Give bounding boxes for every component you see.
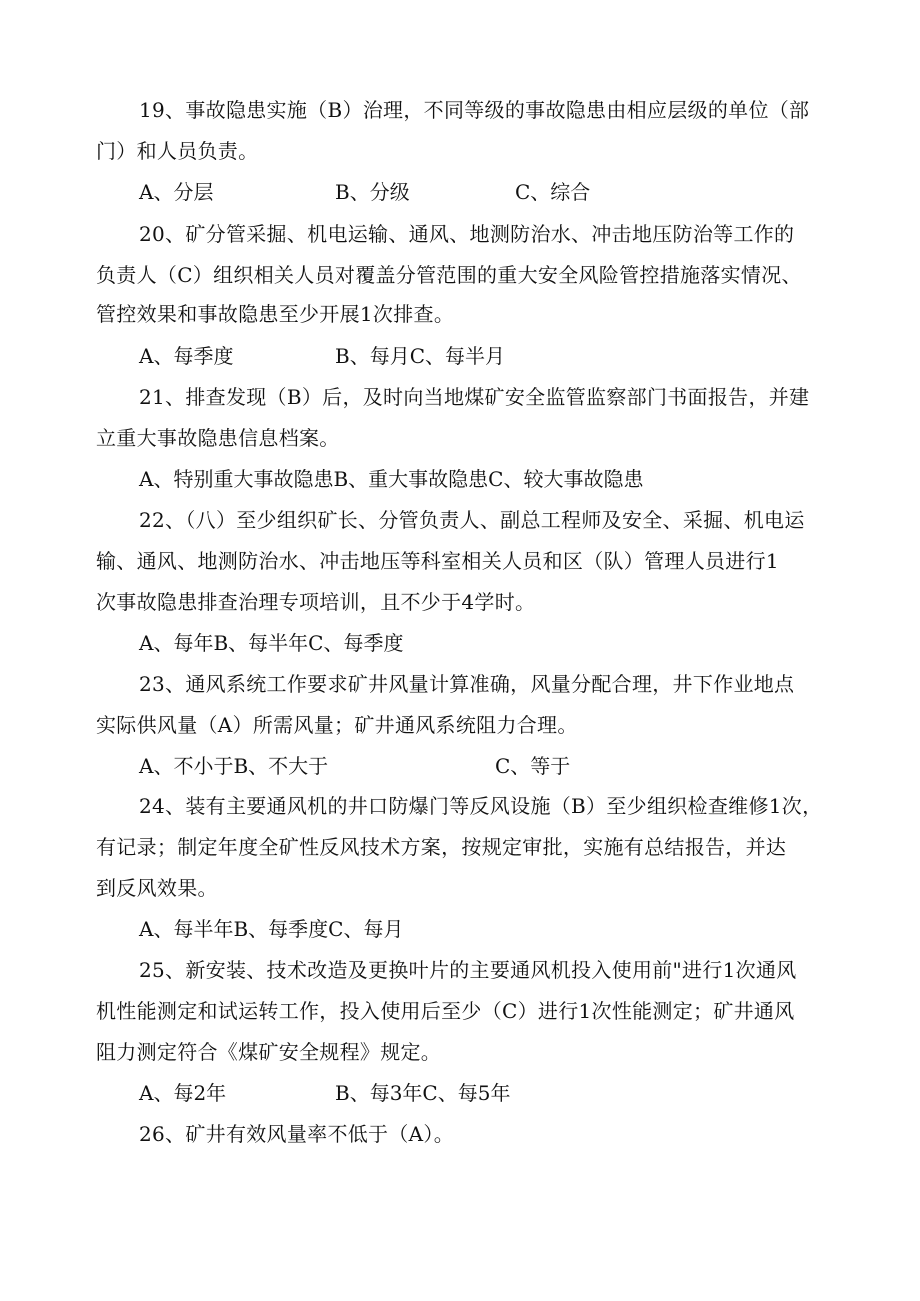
question-25-line-2: 机性能测定和试运转工作，投入使用后至少（C）进行1次性能测定；矿井通风 — [96, 999, 795, 1023]
question-25-line-1: 25、新安装、技术改造及更换叶片的主要通风机投入使用前"进行1次通风 — [139, 958, 797, 982]
question-21-options: A、特别重大事故隐患B、重大事故隐患C、较大事故隐患 — [139, 467, 644, 491]
question-19-option-a: A、分层 — [139, 180, 214, 204]
question-26-line-1: 26、矿井有效风量率不低于（A）。 — [139, 1122, 454, 1146]
question-21-line-1: 21、排查发现（B）后，及时向当地煤矿安全监管监察部门书面报告，并建 — [139, 385, 810, 409]
question-24-options: A、每半年B、每季度C、每月 — [139, 917, 404, 941]
question-21-line-2: 立重大事故隐患信息档案。 — [96, 426, 340, 450]
question-22-options: A、每年B、每半年C、每季度 — [139, 631, 404, 655]
question-22-line-1: 22、（八）至少组织矿长、分管负责人、副总工程师及安全、采掘、机电运 — [139, 508, 805, 532]
question-22-line-3: 次事故隐患排查治理专项培训，且不少于4学时。 — [96, 590, 536, 614]
question-20-line-1: 20、矿分管采掘、机电运输、通风、地测防治水、冲击地压防治等工作的 — [139, 222, 795, 246]
question-19-option-c: C、综合 — [515, 180, 591, 204]
question-19-option-b: B、分级 — [335, 180, 410, 204]
question-23-line-2: 实际供风量（A）所需风量；矿井通风系统阻力合理。 — [96, 713, 578, 737]
question-25-option-a: A、每2年 — [139, 1081, 227, 1105]
question-24-line-2: 有记录；制定年度全矿性反风技术方案，按规定审批，实施有总结报告，并达 — [96, 835, 787, 859]
question-20-option-a: A、每季度 — [139, 344, 234, 368]
question-19-line-1: 19、事故隐患实施（B）治理，不同等级的事故隐患由相应层级的单位（部 — [139, 98, 810, 122]
question-23-option-ab: A、不小于B、不大于 — [139, 754, 329, 778]
question-24-line-1: 24、装有主要通风机的井口防爆门等反风设施（B）至少组织检查维修1次， — [139, 794, 823, 818]
question-19-line-2: 门）和人员负责。 — [96, 139, 259, 163]
question-24-line-3: 到反风效果。 — [96, 876, 218, 900]
question-20-line-3: 管控效果和事故隐患至少开展1次排查。 — [96, 302, 455, 326]
question-23-option-c: C、等于 — [495, 754, 571, 778]
question-25-line-3: 阻力测定符合《煤矿安全规程》规定。 — [96, 1040, 442, 1064]
question-25-option-bc: B、每3年C、每5年 — [335, 1081, 511, 1105]
question-23-line-1: 23、通风系统工作要求矿井风量计算准确，风量分配合理，井下作业地点 — [139, 672, 795, 696]
question-20-line-2: 负责人（C）组织相关人员对覆盖分管范围的重大安全风险管控措施落实情况、 — [96, 263, 802, 287]
question-22-line-2: 输、通风、地测防治水、冲击地压等科室相关人员和区（队）管理人员进行1 — [96, 549, 779, 573]
question-20-option-bc: B、每月C、每半月 — [335, 344, 505, 368]
